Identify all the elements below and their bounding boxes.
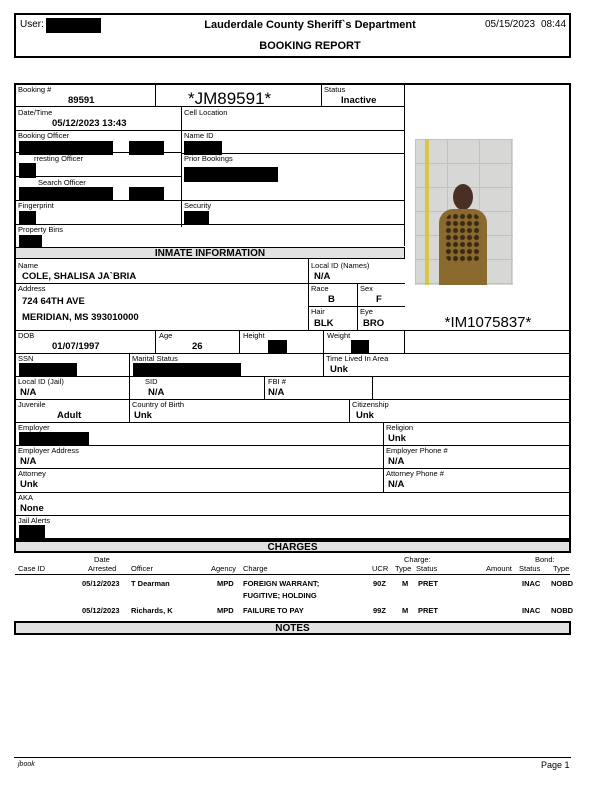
time-lived-label: Time Lived In Area <box>326 354 389 363</box>
charge-1-officer: T Dearman <box>131 579 170 588</box>
weight-label: Weight <box>327 331 351 340</box>
redacted-jail-alerts <box>19 525 45 539</box>
footer-page: Page 1 <box>541 760 570 770</box>
booking-number: 89591 <box>68 95 95 106</box>
redacted-booking-officer-id <box>129 141 164 155</box>
sex: F <box>376 294 382 305</box>
prior-bookings-label: Prior Bookings <box>184 154 233 163</box>
user-label: User: <box>20 19 44 30</box>
jail-alerts-label: Jail Alerts <box>18 516 51 525</box>
sex-label: Sex <box>360 284 373 293</box>
col-charge: Charge <box>243 564 268 573</box>
status-label: Status <box>324 85 346 94</box>
employer-address-label: Employer Address <box>18 446 79 455</box>
charge-2-description: FAILURE TO PAY <box>243 606 304 615</box>
report-time: 08:44 <box>541 19 567 30</box>
redacted-booking-officer <box>19 141 113 155</box>
attorney-label: Attorney <box>18 469 46 478</box>
charge-2-bond-status: INAC <box>522 606 541 615</box>
juvenile-label: Juvenile <box>18 400 46 409</box>
redacted-employer <box>19 432 89 446</box>
local-id-jail-label: Local ID (Jail) <box>18 377 64 386</box>
col-bond-status: Status <box>519 564 541 573</box>
employer-phone: N/A <box>388 456 405 467</box>
redacted-marital-status <box>133 363 241 377</box>
redacted-ssn <box>19 363 77 377</box>
charge-2-ucr: 99Z <box>373 606 386 615</box>
property-bins-label: Property Bins <box>18 225 64 234</box>
charge-1-description-2: FUGITIVE; HOLDING <box>243 591 317 600</box>
employer-label: Employer <box>18 423 50 432</box>
charge-1-bond-type: NOBD <box>551 579 574 588</box>
aka-label: AKA <box>18 493 34 502</box>
time-lived: Unk <box>330 364 348 375</box>
inmate-name: COLE, SHALISA JA`BRIA <box>22 271 137 282</box>
charge-1-type: M <box>402 579 409 588</box>
religion: Unk <box>388 433 406 444</box>
address-line-2: MERIDIAN, MS 393010000 <box>22 312 139 323</box>
address-label: Address <box>18 284 46 293</box>
redacted-fingerprint <box>19 211 36 225</box>
charge-1-ucr: 90Z <box>373 579 386 588</box>
charges-header: CHARGES <box>14 540 571 553</box>
charge-2-officer: Richards, K <box>131 606 173 615</box>
redacted-search-officer <box>19 187 113 201</box>
fingerprint-label: Fingerprint <box>18 201 54 210</box>
booking-officer-label: Booking Officer <box>18 131 70 140</box>
country-of-birth: Unk <box>134 410 152 421</box>
address-line-1: 724 64TH AVE <box>22 296 85 307</box>
redacted-search-officer-id <box>129 187 164 201</box>
charge-1-date: 05/12/2023 <box>82 579 120 588</box>
dob-label: DOB <box>18 331 35 340</box>
redacted-weight <box>351 340 369 353</box>
col-amount: Amount <box>486 564 512 573</box>
charge-1-status: PRET <box>418 579 439 588</box>
col-date-arrested: Arrested <box>88 564 117 573</box>
arresting-officer-label: rresting Officer <box>34 154 84 163</box>
footer-source: jbook <box>18 761 35 768</box>
col-case-id: Case ID <box>18 564 46 573</box>
redacted-height <box>268 340 287 353</box>
charge-1-description: FOREIGN WARRANT; <box>243 579 320 588</box>
col-officer: Officer <box>131 564 153 573</box>
attorney-phone-label: Attorney Phone # <box>386 469 444 478</box>
col-status: Status <box>416 564 438 573</box>
col-bond-top: Bond: <box>535 555 555 564</box>
citizenship-label: Citizenship <box>352 400 389 409</box>
charge-2-bond-type: NOBD <box>551 606 574 615</box>
aka: None <box>20 503 44 514</box>
redacted-security <box>184 211 209 225</box>
attorney-phone: N/A <box>388 479 405 490</box>
juvenile: Adult <box>57 410 82 421</box>
notes-header: NOTES <box>14 621 571 635</box>
booking-status: Inactive <box>341 95 377 106</box>
country-of-birth-label: Country of Birth <box>132 400 185 409</box>
footer-rule <box>14 757 571 758</box>
col-ucr: UCR <box>372 564 389 573</box>
fbi-label: FBI # <box>268 377 286 386</box>
age: 26 <box>192 341 203 352</box>
charge-1-agency: MPD <box>217 579 234 588</box>
local-id-names: N/A <box>314 271 331 282</box>
employer-address: N/A <box>20 456 37 467</box>
cell-location-label: Cell Location <box>184 108 228 117</box>
redacted-arresting-officer <box>19 163 36 178</box>
religion-label: Religion <box>386 423 414 432</box>
eye-label: Eye <box>360 307 373 316</box>
sid: N/A <box>148 387 165 398</box>
col-bond-type: Type <box>553 564 570 573</box>
eye: BRO <box>363 318 385 329</box>
booking-number-label: Booking # <box>18 85 52 94</box>
fbi: N/A <box>268 387 285 398</box>
name-label: Name <box>18 261 39 270</box>
booking-datetime: 05/12/2023 13:43 <box>52 118 127 129</box>
redacted-prior-bookings <box>184 167 278 182</box>
booking-photo <box>415 139 513 285</box>
charge-2-type: M <box>402 606 409 615</box>
redacted-name-id <box>184 141 222 155</box>
redacted-property-bins <box>19 235 42 247</box>
local-id-jail: N/A <box>20 387 37 398</box>
age-label: Age <box>159 331 173 340</box>
charge-2-date: 05/12/2023 <box>82 606 120 615</box>
redacted-user <box>46 18 101 33</box>
attorney: Unk <box>20 479 38 490</box>
col-date-top: Date <box>94 555 110 564</box>
col-type: Type <box>395 564 412 573</box>
marital-status-label: Marital Status <box>132 354 178 363</box>
sid-label: SID <box>145 377 158 386</box>
name-id-label: Name ID <box>184 131 214 140</box>
report-date: 05/15/2023 <box>485 19 536 30</box>
citizenship: Unk <box>356 410 374 421</box>
dob: 01/07/1997 <box>52 341 100 352</box>
search-officer-label: Search Officer <box>38 178 86 187</box>
col-agency: Agency <box>211 564 237 573</box>
employer-phone-label: Employer Phone # <box>386 446 448 455</box>
subject-head <box>453 184 473 210</box>
jacket-number: *JM89591* <box>188 89 272 108</box>
race-label: Race <box>311 284 329 293</box>
subject-top-pattern <box>445 213 481 263</box>
report-title: BOOKING REPORT <box>259 40 361 52</box>
hair: BLK <box>314 318 334 329</box>
department-name: Lauderdale County Sheriff`s Department <box>204 19 416 31</box>
height-label: Height <box>243 331 265 340</box>
local-id-names-label: Local ID (Names) <box>311 261 370 270</box>
security-label: Security <box>184 201 212 210</box>
datetime-label: Date/Time <box>18 108 53 117</box>
charge-2-status: PRET <box>418 606 439 615</box>
charge-1-bond-status: INAC <box>522 579 541 588</box>
inmate-info-header: INMATE INFORMATION <box>15 247 405 259</box>
col-charge-top: Charge: <box>404 555 431 564</box>
ssn-label: SSN <box>18 354 34 363</box>
race: B <box>328 294 335 305</box>
charge-2-agency: MPD <box>217 606 234 615</box>
image-id: *IM1075837* <box>444 314 532 331</box>
hair-label: Hair <box>311 307 325 316</box>
